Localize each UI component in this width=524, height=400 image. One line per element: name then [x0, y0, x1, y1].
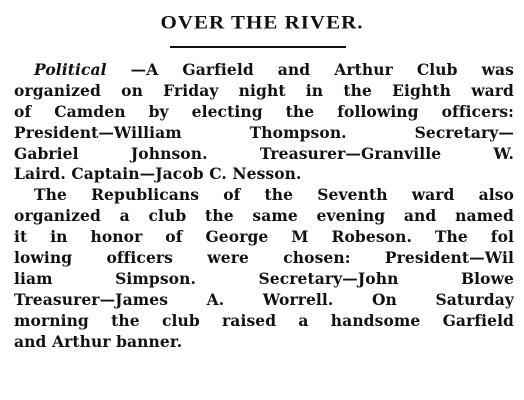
paragraph-2-line: it in honor of George M Robeson. The fol: [14, 227, 514, 247]
article-body: [14, 60, 514, 352]
paragraph-2-line: The Republicans of the Seventh ward also: [34, 185, 514, 205]
paragraph-2-line: Treasurer—James A. Worrell. On Saturday: [14, 289, 514, 309]
paragraph-1-line-1: [14, 60, 514, 81]
paragraph-1-line: President—William Thompson. Secretary—: [14, 122, 514, 142]
paragraph-1-line: of Camden by electing the following officers:: [14, 101, 514, 121]
article-headline: OVER THE RIVER.: [160, 10, 364, 34]
paragraph-2-line: morning the club raised a handsome Garfield: [14, 310, 514, 330]
headline-rule: [170, 46, 346, 48]
paragraph-2-line: lowing officers were chosen: President—Wil: [14, 248, 514, 268]
paragraph-2-line: organized a club the same evening and named: [14, 206, 514, 226]
paragraph-1-lead: Political: [34, 60, 107, 79]
paragraph-2-line: and Arthur banner.: [14, 331, 183, 351]
paragraph-1-line: Laird. Captain—Jacob C. Nesson.: [14, 164, 302, 184]
paragraph-2-line: liam Simpson. Secretary—John Blowe: [14, 268, 514, 288]
paragraph-1-line: Gabriel Johnson. Treasurer—Granville W.: [14, 143, 514, 163]
paragraph-1-line-1-rest: —A Garfield and Arthur Club was: [106, 60, 514, 79]
paragraph-1-line: organized on Friday night in the Eighth ward: [14, 80, 514, 100]
